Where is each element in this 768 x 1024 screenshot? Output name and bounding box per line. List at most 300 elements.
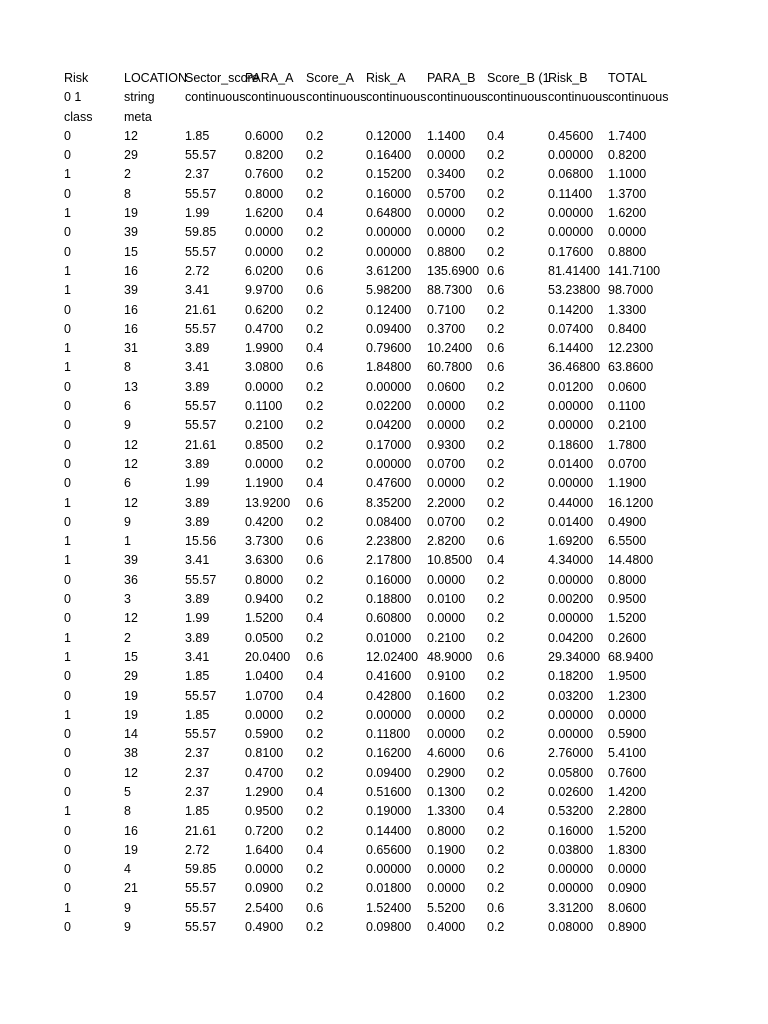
table-cell: 0.6 bbox=[487, 263, 505, 278]
table-cell: 0.6 bbox=[306, 495, 324, 510]
table-cell: 1.0700 bbox=[245, 688, 284, 703]
table-cell: 0.0000 bbox=[427, 572, 466, 587]
table-cell: 2.37 bbox=[185, 167, 210, 182]
table-cell: 0.0000 bbox=[245, 707, 284, 722]
table-cell: 0.0000 bbox=[427, 206, 466, 221]
table-cell: continuous bbox=[366, 90, 427, 105]
table-cell: 0.2 bbox=[306, 456, 324, 471]
table-cell: 0.0000 bbox=[427, 727, 466, 742]
table-cell: 39 bbox=[124, 553, 138, 568]
table-cell: 1.84800 bbox=[366, 360, 412, 375]
table-cell: 12 bbox=[124, 611, 138, 626]
table-cell: 36 bbox=[124, 572, 138, 587]
table-cell: 0 bbox=[64, 784, 71, 799]
table-cell: 9.9700 bbox=[245, 283, 284, 298]
table-cell: 55.57 bbox=[185, 688, 217, 703]
table-cell: 1.8300 bbox=[608, 842, 647, 857]
table-cell: 1.9500 bbox=[608, 669, 647, 684]
table-cell: 88.7300 bbox=[427, 283, 473, 298]
table-cell: 2.2800 bbox=[608, 804, 647, 819]
header-row bbox=[64, 108, 674, 127]
table-cell: 0.2 bbox=[487, 784, 505, 799]
table-row bbox=[64, 841, 674, 860]
table-cell: 0.8400 bbox=[608, 321, 647, 336]
table-cell: 1.6200 bbox=[608, 206, 647, 221]
table-row bbox=[64, 687, 674, 706]
table-cell: 0.2 bbox=[306, 379, 324, 394]
table-cell: 0.2 bbox=[306, 727, 324, 742]
table-cell: 0.9100 bbox=[427, 669, 466, 684]
table-cell: 0.2 bbox=[306, 244, 324, 259]
table-cell: 39 bbox=[124, 225, 138, 240]
table-cell: 53.23800 bbox=[548, 283, 601, 298]
table-cell: 55.57 bbox=[185, 148, 217, 163]
table-cell: 0.8000 bbox=[245, 186, 284, 201]
table-cell: 0.2600 bbox=[608, 630, 647, 645]
table-cell: 0.2 bbox=[487, 727, 505, 742]
table-cell: 8.0600 bbox=[608, 900, 647, 915]
table-cell: 12 bbox=[124, 437, 138, 452]
table-cell bbox=[427, 108, 487, 127]
table-cell: 0.7600 bbox=[608, 765, 647, 780]
table-cell: 59.85 bbox=[185, 225, 217, 240]
table-cell: 12 bbox=[124, 128, 138, 143]
table-cell: 0.0000 bbox=[427, 225, 466, 240]
table-cell: 0.12400 bbox=[366, 302, 412, 317]
table-cell: 55.57 bbox=[185, 727, 217, 742]
table-cell: 3.41 bbox=[185, 360, 210, 375]
table-cell: 3.31200 bbox=[548, 900, 594, 915]
table-cell: 2.5400 bbox=[245, 900, 284, 915]
table-cell: 0.00000 bbox=[548, 707, 594, 722]
table-cell: 0.2100 bbox=[608, 418, 647, 433]
table-cell: 0.0000 bbox=[608, 225, 647, 240]
table-cell: 3.41 bbox=[185, 283, 210, 298]
table-cell: 0.0000 bbox=[427, 611, 466, 626]
table-cell: 0.0000 bbox=[427, 476, 466, 491]
table-cell: 2 bbox=[124, 167, 131, 182]
table-cell: 8 bbox=[124, 186, 131, 201]
table-row bbox=[64, 146, 674, 165]
table-cell: 6 bbox=[124, 399, 131, 414]
table-cell: 60.7800 bbox=[427, 360, 473, 375]
table-cell: 0.2 bbox=[306, 920, 324, 935]
table-cell: 3.6300 bbox=[245, 553, 284, 568]
table-cell: 0.04200 bbox=[548, 630, 594, 645]
table-cell: 0 bbox=[64, 842, 71, 857]
table-cell: 0.2 bbox=[306, 862, 324, 877]
table-cell: 0.2 bbox=[306, 186, 324, 201]
table-cell: 0.2 bbox=[487, 186, 505, 201]
table-cell: 0.2 bbox=[306, 823, 324, 838]
table-cell: 0.01800 bbox=[366, 881, 412, 896]
table-row bbox=[64, 301, 674, 320]
table-row bbox=[64, 764, 674, 783]
table-cell: 12 bbox=[124, 456, 138, 471]
table-cell: 0.1600 bbox=[427, 688, 466, 703]
table-cell: 55.57 bbox=[185, 186, 217, 201]
table-cell: 0.0100 bbox=[427, 592, 466, 607]
table-cell: 0.2 bbox=[487, 688, 505, 703]
table-cell: 0.6 bbox=[487, 649, 505, 664]
table-cell: 0 bbox=[64, 572, 71, 587]
table-row bbox=[64, 725, 674, 744]
table-cell: 10.2400 bbox=[427, 341, 473, 356]
table-cell: 0 1 bbox=[64, 90, 82, 105]
table-cell: 3.41 bbox=[185, 553, 210, 568]
table-cell: 0.0700 bbox=[427, 514, 466, 529]
table-cell: 6.0200 bbox=[245, 263, 284, 278]
table-cell: continuous bbox=[245, 90, 306, 105]
table-cell: 1 bbox=[64, 263, 71, 278]
table-cell: 3 bbox=[124, 592, 131, 607]
table-cell: 9 bbox=[124, 514, 131, 529]
table-cell: 0.4 bbox=[487, 553, 505, 568]
table-cell bbox=[548, 108, 608, 127]
table-cell: 29 bbox=[124, 669, 138, 684]
table-cell: 12.2300 bbox=[608, 341, 654, 356]
table-cell: 4 bbox=[124, 862, 131, 877]
table-cell: 0 bbox=[64, 437, 71, 452]
table-cell: 3.89 bbox=[185, 514, 210, 529]
table-cell: 1.52400 bbox=[366, 900, 412, 915]
table-cell: 0.14400 bbox=[366, 823, 412, 838]
table-cell: 0.0900 bbox=[608, 881, 647, 896]
table-cell: 1 bbox=[64, 341, 71, 356]
table-cell bbox=[366, 108, 426, 127]
table-cell: 0.4700 bbox=[245, 765, 284, 780]
table-cell: continuous bbox=[185, 90, 246, 105]
table-cell: 0 bbox=[64, 225, 71, 240]
table-cell: 0.0000 bbox=[245, 379, 284, 394]
table-cell: TOTAL bbox=[608, 71, 648, 85]
table-cell: 1.85 bbox=[185, 669, 210, 684]
table-cell: continuous bbox=[548, 90, 609, 105]
table-cell: 0.6 bbox=[306, 553, 324, 568]
table-row bbox=[64, 436, 674, 455]
table-row bbox=[64, 494, 674, 513]
table-cell: 1.85 bbox=[185, 707, 210, 722]
table-cell: 15 bbox=[124, 244, 138, 259]
table-cell: PARA_A bbox=[245, 71, 294, 85]
table-cell: 0 bbox=[64, 418, 71, 433]
table-cell: 0.2 bbox=[487, 302, 505, 317]
table-cell: 4.6000 bbox=[427, 746, 466, 761]
table-cell: 0.0000 bbox=[245, 456, 284, 471]
table-cell: 63.8600 bbox=[608, 360, 654, 375]
table-cell: 0.47600 bbox=[366, 476, 412, 491]
table-cell: 3.0800 bbox=[245, 360, 284, 375]
table-cell: 0.4 bbox=[306, 611, 324, 626]
table-cell: 0.8800 bbox=[427, 244, 466, 259]
table-cell: 16 bbox=[124, 263, 138, 278]
table-cell: 0.8000 bbox=[245, 572, 284, 587]
table-cell: 0.7100 bbox=[427, 302, 466, 317]
table-cell: LOCATION bbox=[124, 71, 187, 85]
table-cell: 0.00000 bbox=[366, 244, 412, 259]
table-cell: 0.7200 bbox=[245, 823, 284, 838]
table-cell: 1.2900 bbox=[245, 784, 284, 799]
table-cell: 13.9200 bbox=[245, 495, 291, 510]
table-cell: 0.0000 bbox=[608, 862, 647, 877]
table-cell: 1.7400 bbox=[608, 128, 647, 143]
table-cell: 98.7000 bbox=[608, 283, 654, 298]
table-cell: 0.11400 bbox=[548, 186, 593, 201]
table-cell: 0.08000 bbox=[548, 920, 594, 935]
table-cell: 1 bbox=[64, 534, 71, 549]
table-cell: 0.3400 bbox=[427, 167, 466, 182]
table-cell: 0.2 bbox=[306, 707, 324, 722]
table-cell: 8 bbox=[124, 804, 131, 819]
table-cell: 0.8800 bbox=[608, 244, 647, 259]
table-cell: 0.02600 bbox=[548, 784, 594, 799]
table-cell: 1.5200 bbox=[608, 611, 647, 626]
table-cell: 3.89 bbox=[185, 495, 210, 510]
table-cell: 16.1200 bbox=[608, 495, 654, 510]
table-cell: 6.5500 bbox=[608, 534, 647, 549]
table-cell: 1.85 bbox=[185, 804, 210, 819]
table-cell: 0.2 bbox=[487, 437, 505, 452]
table-cell: 0.45600 bbox=[548, 128, 594, 143]
table-cell: 8.35200 bbox=[366, 495, 412, 510]
table-cell: 4.34000 bbox=[548, 553, 594, 568]
table-cell: 0.0600 bbox=[427, 379, 466, 394]
table-cell: 19 bbox=[124, 707, 138, 722]
table-cell: 0.2 bbox=[306, 881, 324, 896]
table-cell: 0.2 bbox=[487, 225, 505, 240]
table-cell: 0.8200 bbox=[608, 148, 647, 163]
table-cell: 1.6200 bbox=[245, 206, 284, 221]
table-cell: 0.0700 bbox=[427, 456, 466, 471]
table-cell: 0.0900 bbox=[245, 881, 284, 896]
table-cell: 0 bbox=[64, 823, 71, 838]
table-row bbox=[64, 648, 674, 667]
table-cell: 0.00000 bbox=[366, 707, 412, 722]
table-cell: 0.12000 bbox=[366, 128, 412, 143]
table-cell: 0.00000 bbox=[548, 476, 594, 491]
table-cell: 55.57 bbox=[185, 900, 217, 915]
table-cell: meta bbox=[124, 109, 152, 124]
table-cell: 0.2 bbox=[306, 592, 324, 607]
table-cell: 0.9500 bbox=[245, 804, 284, 819]
table-cell: 0.0000 bbox=[608, 707, 647, 722]
table-cell: 3.89 bbox=[185, 592, 210, 607]
table-cell: 1.99 bbox=[185, 206, 210, 221]
table-cell: 0.2100 bbox=[245, 418, 284, 433]
table-cell: 0.6 bbox=[487, 283, 505, 298]
table-cell: 8 bbox=[124, 360, 131, 375]
table-cell: 0.2 bbox=[487, 707, 505, 722]
table-cell: 0.17600 bbox=[548, 244, 594, 259]
table-cell: 0 bbox=[64, 148, 71, 163]
table-cell: 0.16200 bbox=[366, 746, 412, 761]
table-cell: 0.2 bbox=[487, 148, 505, 163]
table-row bbox=[64, 609, 674, 628]
table-cell: 0 bbox=[64, 920, 71, 935]
table-cell: 0.18600 bbox=[548, 437, 594, 452]
table-cell: 15 bbox=[124, 649, 138, 664]
table-cell: 0.5900 bbox=[608, 727, 647, 742]
table-cell: 0.2 bbox=[487, 379, 505, 394]
table-cell: 2.37 bbox=[185, 784, 210, 799]
table-cell: 1.0400 bbox=[245, 669, 284, 684]
table-row bbox=[64, 706, 674, 725]
table-cell: 16 bbox=[124, 302, 138, 317]
table-cell: 0.06800 bbox=[548, 167, 594, 182]
table-cell: 0.16000 bbox=[366, 572, 412, 587]
table-cell: 3.89 bbox=[185, 456, 210, 471]
table-cell: 0.2900 bbox=[427, 765, 466, 780]
table-cell: continuous bbox=[487, 90, 548, 105]
table-cell: 135.6900 bbox=[427, 263, 480, 278]
table-cell: 0 bbox=[64, 592, 71, 607]
table-cell: Risk bbox=[64, 71, 89, 85]
table-cell: 0.6 bbox=[306, 360, 324, 375]
table-row bbox=[64, 358, 674, 377]
table-cell: 0.2 bbox=[487, 321, 505, 336]
table-cell: 59.85 bbox=[185, 862, 217, 877]
table-cell: 1 bbox=[64, 900, 71, 915]
table-row bbox=[64, 474, 674, 493]
table-cell: 0.18200 bbox=[548, 669, 594, 684]
table-cell: 15.56 bbox=[185, 534, 217, 549]
table-cell: 1 bbox=[64, 804, 71, 819]
table-cell: 0.6000 bbox=[245, 128, 284, 143]
table-cell: continuous bbox=[427, 90, 488, 105]
table-cell: 0.2 bbox=[306, 765, 324, 780]
table-cell: 21.61 bbox=[185, 437, 217, 452]
table-cell: 55.57 bbox=[185, 418, 217, 433]
table-cell: 0.11800 bbox=[366, 727, 411, 742]
table-cell: continuous bbox=[306, 90, 367, 105]
table-cell: 2.2000 bbox=[427, 495, 466, 510]
table-cell: 1 bbox=[64, 553, 71, 568]
table-cell: 0.4 bbox=[306, 669, 324, 684]
table-cell: 0.2 bbox=[487, 823, 505, 838]
table-cell: 0.4 bbox=[306, 476, 324, 491]
table-cell: 0.6 bbox=[487, 341, 505, 356]
table-row bbox=[64, 204, 674, 223]
table-cell: 0.1900 bbox=[427, 842, 466, 857]
table-cell bbox=[245, 108, 305, 127]
table-cell: 0 bbox=[64, 302, 71, 317]
table-row bbox=[64, 165, 674, 184]
table-cell: 0.14200 bbox=[548, 302, 594, 317]
table-cell: 0 bbox=[64, 881, 71, 896]
table-cell: 0.65600 bbox=[366, 842, 412, 857]
table-cell: 0.03200 bbox=[548, 688, 594, 703]
table-cell: 55.57 bbox=[185, 399, 217, 414]
table-cell: Risk_A bbox=[366, 71, 406, 85]
table-cell: 9 bbox=[124, 900, 131, 915]
table-cell: 0.8000 bbox=[427, 823, 466, 838]
table-cell: 0.2 bbox=[306, 128, 324, 143]
table-cell: 6.14400 bbox=[548, 341, 594, 356]
table-row bbox=[64, 243, 674, 262]
table-cell: 0.00000 bbox=[548, 418, 594, 433]
header-row bbox=[64, 69, 674, 88]
table-cell: 0.1100 bbox=[608, 399, 646, 414]
table-cell: 0.2 bbox=[306, 572, 324, 587]
header-row bbox=[64, 88, 674, 107]
table-cell: 0.01200 bbox=[548, 379, 594, 394]
table-cell: 0 bbox=[64, 746, 71, 761]
table-row bbox=[64, 783, 674, 802]
table-cell: 0.15200 bbox=[366, 167, 412, 182]
table-row bbox=[64, 185, 674, 204]
table-row bbox=[64, 281, 674, 300]
table-cell: 0.0000 bbox=[245, 225, 284, 240]
table-cell: 5.5200 bbox=[427, 900, 466, 915]
table-cell: 20.0400 bbox=[245, 649, 291, 664]
table-cell: 1 bbox=[64, 360, 71, 375]
table-cell: 0.05800 bbox=[548, 765, 594, 780]
table-cell: 2.72 bbox=[185, 842, 210, 857]
table-cell: 13 bbox=[124, 379, 138, 394]
table-row bbox=[64, 223, 674, 242]
table-cell: 2 bbox=[124, 630, 131, 645]
table-cell: 5.4100 bbox=[608, 746, 647, 761]
table-cell: 10.8500 bbox=[427, 553, 473, 568]
table-cell: 0.00000 bbox=[366, 862, 412, 877]
table-cell: 3.41 bbox=[185, 649, 210, 664]
table-cell: Risk_B bbox=[548, 71, 588, 85]
table-cell: 0.2 bbox=[487, 206, 505, 221]
table-cell: 1.3700 bbox=[608, 186, 647, 201]
table-cell: 0 bbox=[64, 514, 71, 529]
table-cell: 14 bbox=[124, 727, 138, 742]
table-cell: 0.2 bbox=[487, 881, 505, 896]
table-cell: 0.4 bbox=[487, 128, 505, 143]
table-cell: 0.2100 bbox=[427, 630, 466, 645]
table-cell: Score_B (1 bbox=[487, 71, 550, 85]
table-cell: 16 bbox=[124, 321, 138, 336]
table-cell: 0.0000 bbox=[427, 881, 466, 896]
table-cell: 0.2 bbox=[487, 399, 505, 414]
table-cell: 1.2300 bbox=[608, 688, 647, 703]
table-cell bbox=[487, 108, 547, 127]
table-cell: class bbox=[64, 109, 93, 124]
table-cell: 0.6 bbox=[487, 900, 505, 915]
table-cell: 1 bbox=[64, 167, 71, 182]
table-cell: 21 bbox=[124, 881, 138, 896]
table-cell: 1.5200 bbox=[245, 611, 284, 626]
table-cell: 2.17800 bbox=[366, 553, 412, 568]
table-cell: 0 bbox=[64, 456, 71, 471]
table-cell: 0.2 bbox=[487, 669, 505, 684]
table-cell: 1.5200 bbox=[608, 823, 647, 838]
table-cell: 0.2 bbox=[306, 225, 324, 240]
table-cell: 0.2 bbox=[487, 167, 505, 182]
table-cell: 1 bbox=[124, 534, 131, 549]
table-cell: 0.60800 bbox=[366, 611, 412, 626]
table-cell: 0.2 bbox=[306, 167, 324, 182]
table-cell: 0.00000 bbox=[548, 727, 594, 742]
table-cell: 0.2 bbox=[306, 804, 324, 819]
table-cell: 0.4 bbox=[306, 341, 324, 356]
table-cell: 1.1900 bbox=[245, 476, 284, 491]
table-cell: 12 bbox=[124, 495, 138, 510]
table-cell: 0.2 bbox=[306, 437, 324, 452]
table-cell: 19 bbox=[124, 688, 138, 703]
table-cell: 0.7600 bbox=[245, 167, 284, 182]
table-cell: 31 bbox=[124, 341, 138, 356]
table-row bbox=[64, 629, 674, 648]
table-cell: 1 bbox=[64, 206, 71, 221]
table-cell bbox=[608, 108, 668, 127]
table-cell: 55.57 bbox=[185, 321, 217, 336]
table-cell: 0.4900 bbox=[245, 920, 284, 935]
